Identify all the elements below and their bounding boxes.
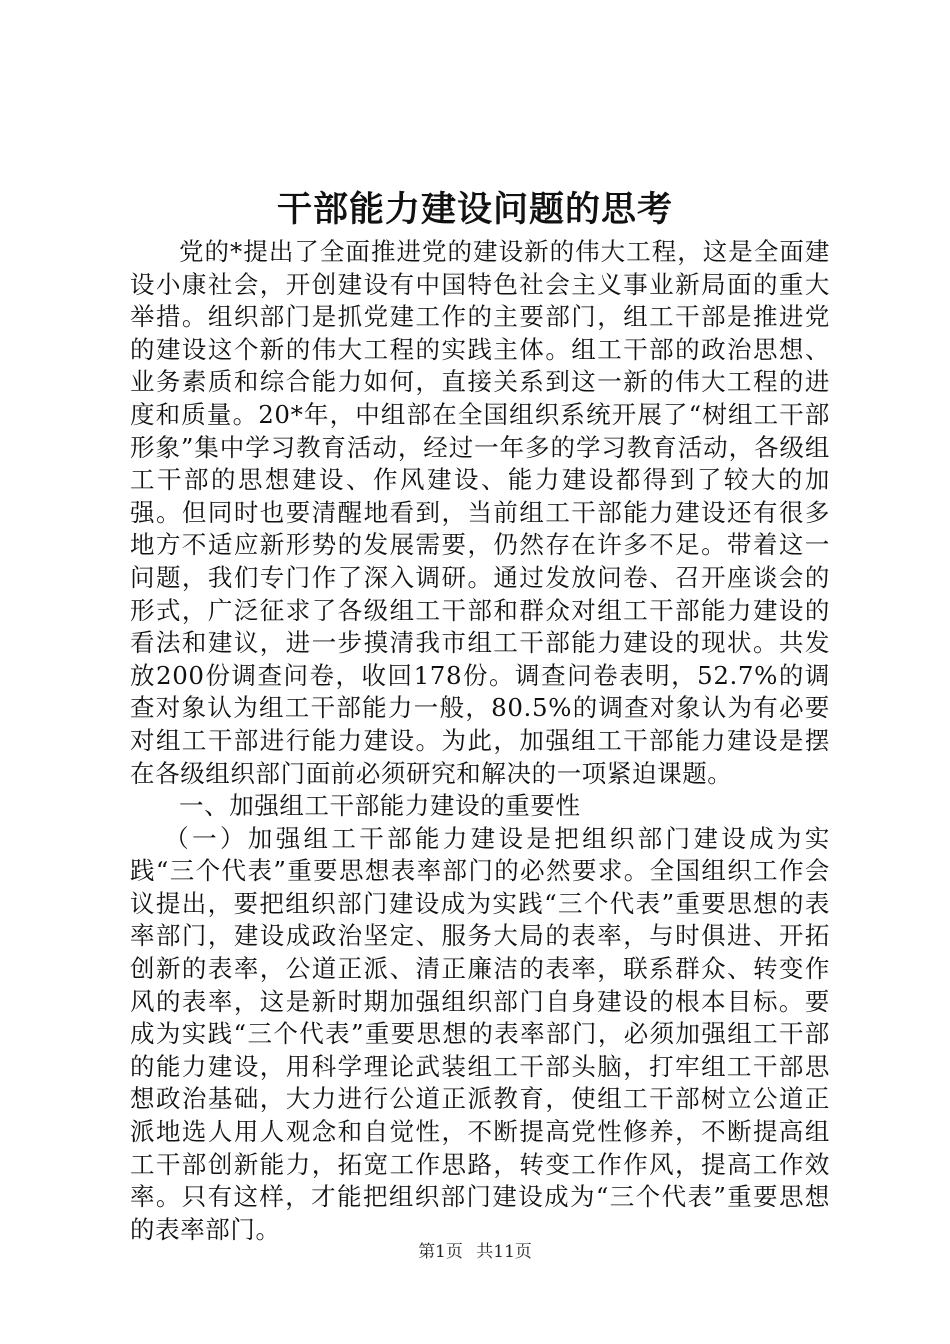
- page-number: 第1页: [418, 1242, 463, 1262]
- page-total: 共11页: [476, 1242, 532, 1262]
- intro-paragraph: 党的*提出了全面推进党的建设新的伟大工程，这是全面建设小康社会，开创建设有中国特色社会主义事业新局面的重大举措。组织部门是抓党建工作的主要部门，组工干部是推进党的建设这个新的伟大工程的实践主体。组工干部的政治思想、业务素质和综合能力如何，直接关系到这一新的伟大工程的进度和质量。20*年，中组部在全国组织系统开展了“树组工干部形象”集中学习教育活动，经过一年多的学习教育活动，各级组工干部的思想建设、作风建设、能力建设都得到了较大的加强。但同时也要清醒地看到，当前组工干部能力建设还有很多地方不适应新形势的发展需要，仍然存在许多不足。带着这一问题，我们专门作了深入调研。通过发放问卷、召开座谈会的形式，广泛征求了各级组工干部和群众对组工干部能力建设的看法和建议，进一步摸清我市组工干部能力建设的现状。共发放200份调查问卷，收回178份。调查问卷表明，52.7%的调查对象认为组工干部能力一般，80.5%的调查对象认为有必要对组工干部进行能力建设。为此，加强组工干部能力建设是摆在各级组织部门面前必须研究和解决的一项紧迫课题。: [130, 237, 830, 788]
- section-heading: 一、加强组工干部能力建设的重要性: [179, 791, 581, 821]
- subsection-paragraph: （一）加强组工干部能力建设是把组织部门建设成为实践“三个代表”重要思想表率部门的必然要求。全国组织工作会议提出，要把组织部门建设成为实践“三个代表”重要思想的表率部门，建设成政治坚定、服务大局的表率，与时俱进、开拓创新的表率，公道正派、清正廉洁的表率，联系群众、转变作风的表率，这是新时期加强组织部门自身建设的根本目标。要成为实践“三个代表”重要思想的表率部门，必须加强组工干部的能力建设，用科学理论武装组工干部头脑，打牢组工干部思想政治基础，大力进行公道正派教育，使组工干部树立公道正派地选人用人观念和自觉性，不断提高党性修养，不断提高组工干部创新能力，拓宽工作思路，转变工作作风，提高工作效率。只有这样，才能把组织部门建设成为“三个代表”重要思想的表率部门。: [130, 823, 830, 1244]
- document-title: 干部能力建设问题的思考: [276, 189, 673, 230]
- page-footer: [0, 1240, 950, 1264]
- document-body: [130, 236, 830, 1246]
